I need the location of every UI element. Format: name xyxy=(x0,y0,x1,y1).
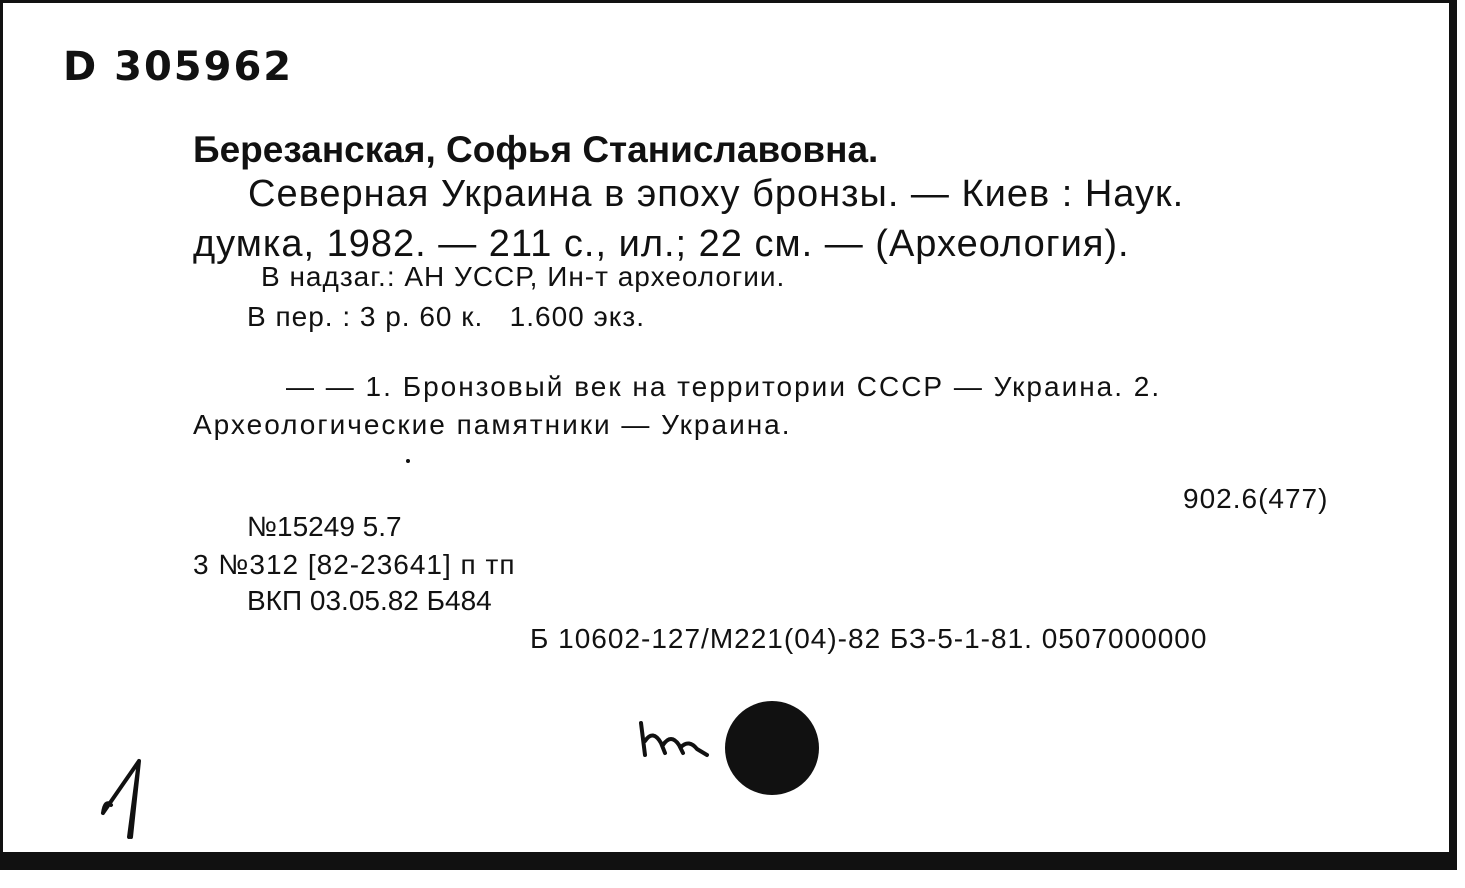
handwritten-mark xyxy=(635,715,715,765)
handwritten-number xyxy=(95,755,155,845)
vkp-number: ВКП 03.05.82 Б484 xyxy=(247,585,492,616)
note-line-2: В пер. : 3 р. 60 к. 1.600 экз. xyxy=(247,301,645,332)
dot-mark xyxy=(406,459,410,463)
udc-code: 902.6(477) xyxy=(1183,483,1329,514)
call-number-stamp: D 305962 xyxy=(63,44,294,90)
title-line-2: думка, 1982. — 211 с., ил.; 22 см. — (Археология). xyxy=(193,223,1130,265)
order-number: 3 №312 [82-23641] п тп xyxy=(193,549,516,580)
record-number: №15249 5.7 xyxy=(247,511,402,542)
subjects-line-2: Археологические памятники — Украина. xyxy=(193,409,792,440)
title-line-1: Северная Украина в эпоху бронзы. — Киев : Наук. xyxy=(248,173,1185,215)
author-heading: Березанская, Софья Станиславовна. xyxy=(193,129,879,170)
subjects-line-1: — — 1. Бронзовый век на территории СССР — Украина. 2. xyxy=(286,371,1162,402)
note-line-1: В надзаг.: АН УССР, Ин-т археологии. xyxy=(261,261,786,292)
publication-code: Б 10602-127/М221(04)-82 БЗ-5-1-81. 0507000000 xyxy=(530,623,1208,654)
ink-blot xyxy=(725,701,819,795)
